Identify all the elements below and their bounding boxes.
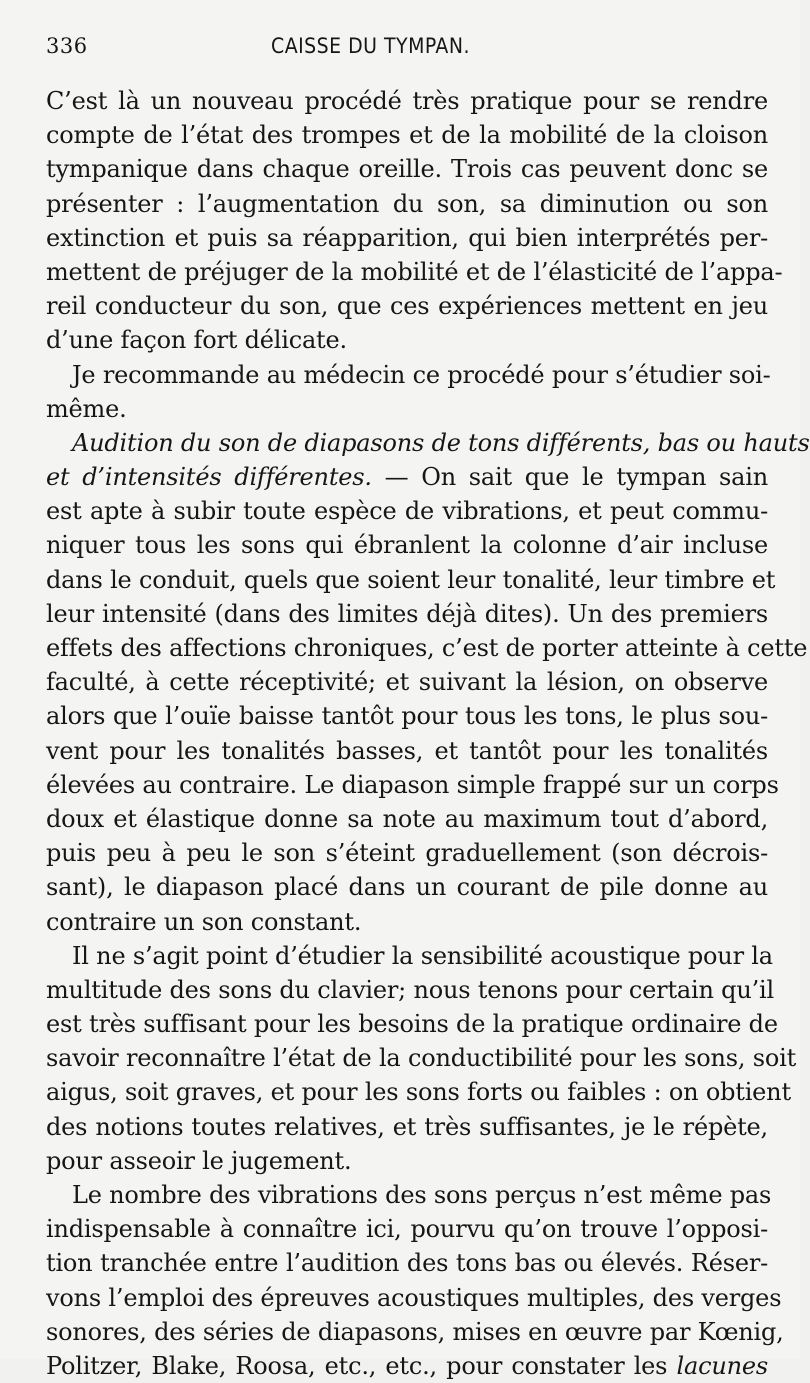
text-line: compte de l’état des trompes et de la mobilité de la cloison <box>46 121 768 150</box>
text-line: sant), le diapason placé dans un courant de pile donne au <box>46 873 768 902</box>
text-line: aigus, soit graves, et pour les sons forts ou faibles : on obtient <box>46 1078 791 1107</box>
text-line: leur intensité (dans des limites déjà dites). Un des premiers <box>46 599 768 628</box>
page-header-title: CAISSE DU TYMPAN. <box>271 34 470 58</box>
text-line: élevées au contraire. Le diapason simple frappé sur un corps <box>46 770 779 799</box>
text-line: indispensable à connaître ici, pourvu qu’on trouve l’opposi- <box>46 1215 768 1244</box>
section-heading-line <box>46 460 768 494</box>
body-text <box>46 84 810 1383</box>
section-heading-line: Audition du son de diapasons de tons différents, bas ou hauts <box>72 428 810 457</box>
text-line: vent pour les tonalités basses, et tantôt pour les tonalités <box>46 736 768 765</box>
section-heading-continuation: et d’intensités différentes. <box>46 463 372 492</box>
text-line: vons l’emploi des épreuves acoustiques multiples, des verges <box>46 1283 782 1312</box>
text-line: dans le conduit, quels que soient leur tonalité, leur timbre et <box>46 565 776 594</box>
text-line: est apte à subir toute espèce de vibrations, et peut commu- <box>46 497 768 526</box>
text-line: savoir reconnaître l’état de la conductibilité pour les sons, soit <box>46 1044 797 1073</box>
text-line: des notions toutes relatives, et très suffisantes, je le répète, <box>46 1112 768 1141</box>
text-line: même. <box>46 394 127 423</box>
italic-word: lacunes <box>676 1351 768 1380</box>
running-head <box>46 34 760 74</box>
text-line: tympanique dans chaque oreille. Trois cas peuvent donc se <box>46 155 768 184</box>
text-line: doux et élastique donne sa note au maximum tout d’abord, <box>46 804 768 833</box>
text-line: d’une façon fort délicate. <box>46 326 347 355</box>
text-fragment: Politzer, Blake, Roosa, etc., etc., pour constater les <box>46 1351 668 1380</box>
page-number: 336 <box>46 34 88 58</box>
text-line: Il ne s’agit point d’étudier la sensibilité acoustique pour la <box>72 941 773 970</box>
text-line: pour asseoir le jugement. <box>46 1146 352 1175</box>
text-line: est très suffisant pour les besoins de la pratique ordinaire de <box>46 1010 778 1039</box>
text-line: reil conducteur du son, que ces expériences mettent en jeu <box>46 292 768 321</box>
text-line: tion tranchée entre l’audition des tons bas ou élevés. Réser- <box>46 1249 768 1278</box>
text-fragment: — On sait que le tympan sain <box>371 463 768 492</box>
text-line: Je recommande au médecin ce procédé pour s’étudier soi- <box>72 360 771 389</box>
text-line: effets des affections chroniques, c’est de porter atteinte à cette <box>46 634 808 662</box>
text-line: niquer tous les sons qui ébranlent la colonne d’air incluse <box>46 531 768 560</box>
text-line: présenter : l’augmentation du son, sa diminution ou son <box>46 189 768 218</box>
text-line: contraire un son constant. <box>46 907 362 936</box>
text-line: mettent de préjuger de la mobilité et de l’élasticité de l’appa- <box>46 257 783 286</box>
text-line: alors que l’ouïe baisse tantôt pour tous les tons, le plus sou- <box>46 702 768 731</box>
text-line: Le nombre des vibrations des sons perçus n’est même pas <box>72 1181 772 1209</box>
text-line: C’est là un nouveau procédé très pratique pour se rendre <box>46 87 768 115</box>
text-line: faculté, à cette réceptivité; et suivant la lésion, on observe <box>46 668 768 697</box>
text-line: extinction et puis sa réapparition, qui bien interprétés per- <box>46 223 768 252</box>
text-line <box>46 1349 768 1383</box>
text-line: sonores, des séries de diapasons, mises en œuvre par Kœnig, <box>46 1317 784 1346</box>
text-line: puis peu à peu le son s’éteint graduellement (son décrois- <box>46 839 768 868</box>
text-line: multitude des sons du clavier; nous tenons pour certain qu’il <box>46 975 774 1004</box>
